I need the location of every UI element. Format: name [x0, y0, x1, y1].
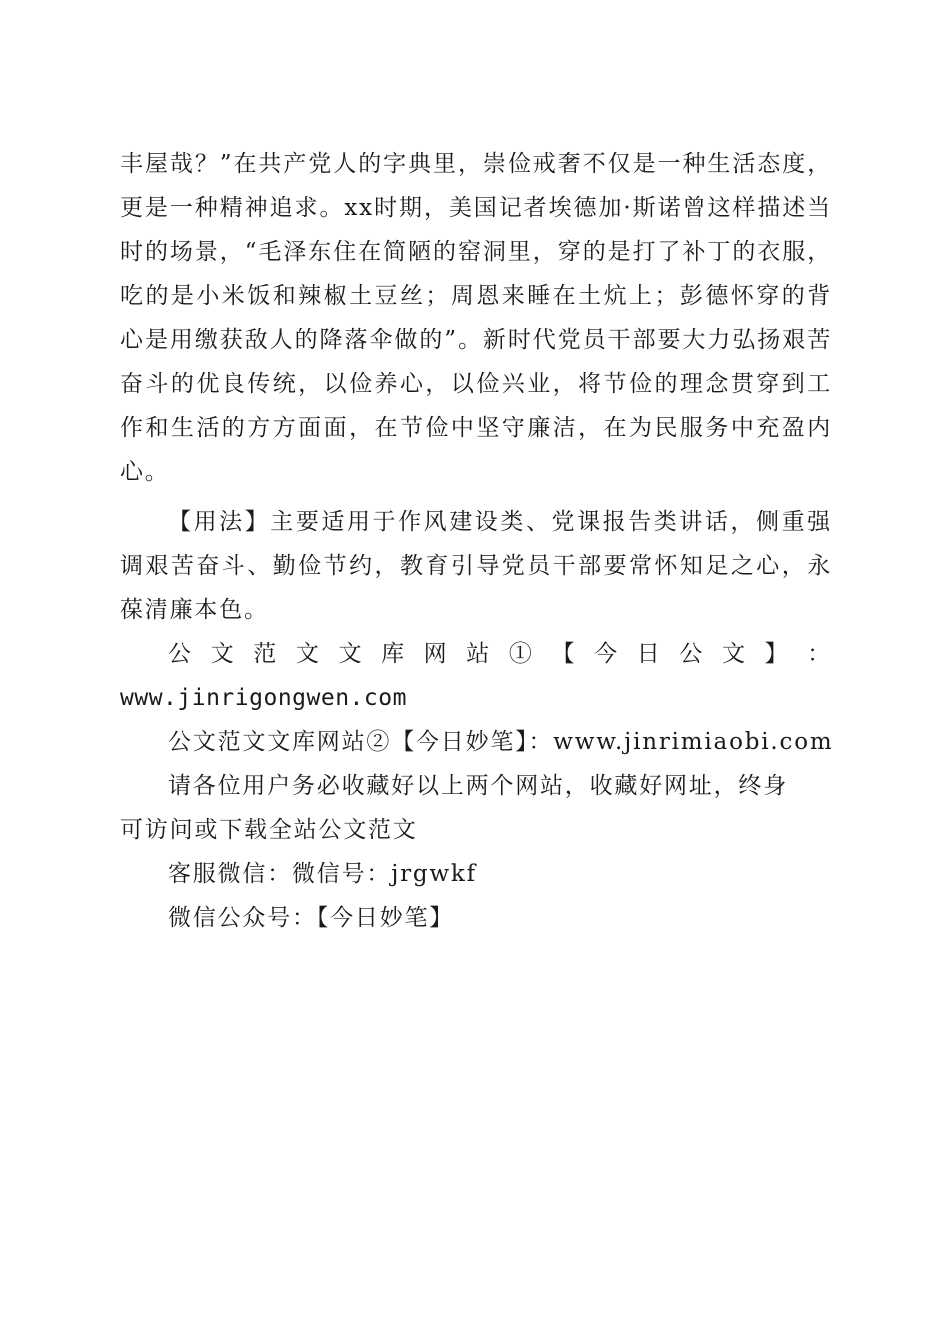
site-1-label: 公 文 范 文 文 库 网 站 ① 【 今 日 公 文 】 ：	[168, 641, 832, 667]
body-paragraph-frugality: 丰屋哉？”在共产党人的字典里，崇俭戒奢不仅是一种生活态度，更是一种精神追求。xx时期，美国记者埃德加·斯诺曾这样描述当时的场景，“毛泽东住在简陋的窑洞里，穿的是打了补丁的衣服，吃的是小米饭和辣椒土豆丝；周恩来睡在土炕上；彭德怀穿的背心是用缴获敌人的降落伞做的”。新时代党员干部要大力弘扬艰苦奋斗的优良传统，以俭养心，以俭兴业，将节俭的理念贯穿到工作和生活的方方面面，在节俭中坚守廉洁，在为民服务中充盈内心。	[120, 151, 832, 485]
notice-line-2: 可访问或下载全站公文范文	[120, 817, 418, 843]
site-1-url: www.jinrigongwen.com	[120, 685, 407, 711]
wechat-service-line: 客服微信：微信号：jrgwkf	[168, 861, 477, 887]
wechat-official-account-line: 微信公众号：【今日妙笔】	[168, 905, 455, 931]
notice-line-1: 请各位用户务必收藏好以上两个网站，收藏好网址，终身	[168, 773, 788, 799]
site-2-line: 公文范文文库网站②【今日妙笔】：www.jinrimiaobi.com	[168, 729, 834, 755]
body-paragraph-usage: 【用法】主要适用于作风建设类、党课报告类讲话，侧重强调艰苦奋斗、勤俭节约，教育引导党员干部要常怀知足之心，永葆清廉本色。	[120, 509, 832, 623]
